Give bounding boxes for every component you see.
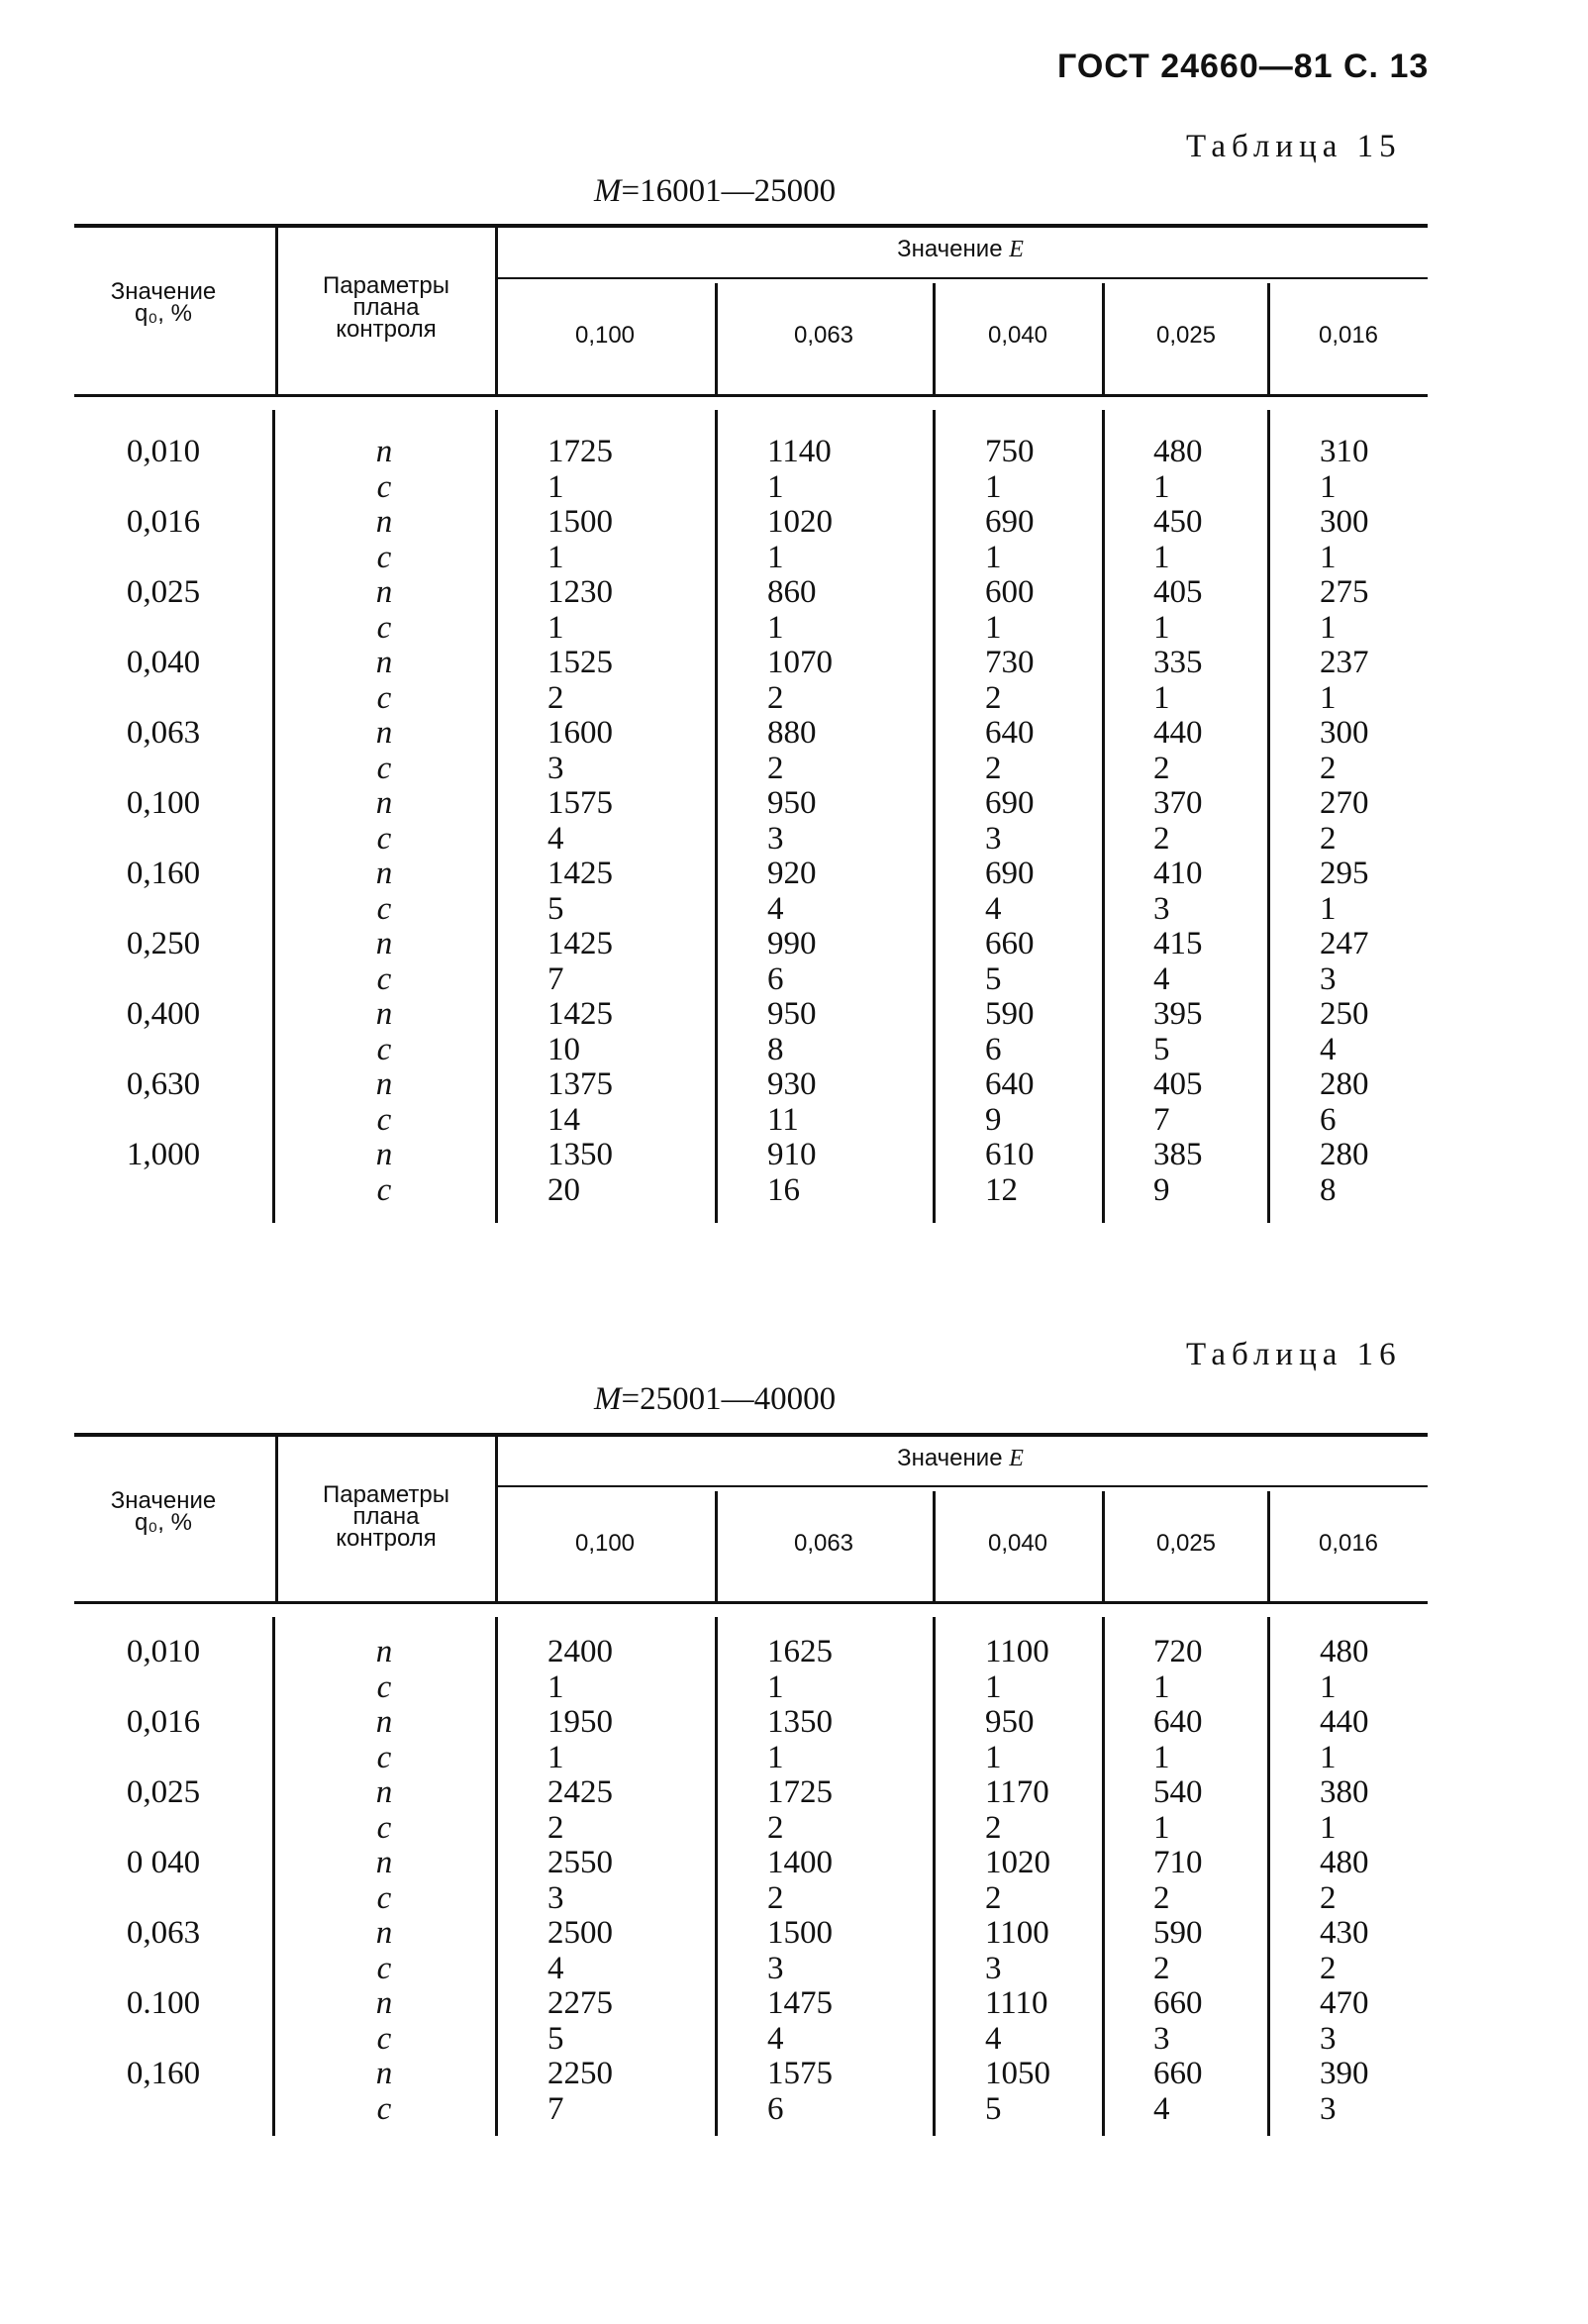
n-value: 310 — [1320, 434, 1369, 469]
c-value: 7 — [547, 961, 564, 997]
c-value: 1 — [985, 540, 1002, 575]
header-q0-line2: q₀, % — [135, 1509, 192, 1536]
c-value: 9 — [985, 1102, 1002, 1138]
n-value: 1350 — [767, 1704, 833, 1740]
n-value: 2400 — [547, 1634, 613, 1669]
q0-value: 0,160 — [126, 2056, 201, 2091]
header-q0-line1: Значение — [110, 278, 217, 305]
c-value: 1 — [1153, 1740, 1170, 1775]
n-value: 295 — [1320, 856, 1369, 891]
param-n: n — [375, 1915, 393, 1951]
c-value: 14 — [547, 1102, 580, 1138]
n-value: 280 — [1320, 1137, 1369, 1172]
param-n: n — [375, 1845, 393, 1880]
n-value: 1110 — [985, 1985, 1048, 2021]
column-divider — [495, 1617, 498, 2136]
c-value: 4 — [767, 891, 784, 927]
c-value: 5 — [1153, 1032, 1170, 1067]
c-value: 1 — [767, 1740, 784, 1775]
c-value: 11 — [767, 1102, 799, 1138]
c-value: 4 — [767, 2021, 784, 2057]
q0-value: 0,016 — [126, 1704, 201, 1740]
c-value: 7 — [1153, 1102, 1170, 1138]
n-value: 1170 — [985, 1774, 1049, 1810]
header-params-line2: плана — [352, 1503, 420, 1530]
column-divider — [272, 1617, 275, 2136]
header-e-group-label: Значение E — [897, 236, 1024, 262]
param-n: n — [375, 1066, 393, 1102]
n-value: 275 — [1320, 574, 1369, 610]
c-value: 4 — [1153, 2091, 1170, 2127]
n-value: 385 — [1153, 1137, 1203, 1172]
param-c: c — [376, 1880, 392, 1916]
c-value: 1 — [767, 540, 784, 575]
n-value: 2425 — [547, 1774, 613, 1810]
q0-value: 0,025 — [126, 1774, 201, 1810]
c-value: 2 — [1153, 751, 1170, 786]
column-divider — [1102, 410, 1105, 1223]
n-value: 1230 — [547, 574, 613, 610]
column-divider — [1102, 1617, 1105, 2136]
n-value: 395 — [1153, 996, 1203, 1032]
header-q0 — [79, 1487, 248, 1536]
n-value: 1020 — [767, 504, 833, 540]
param-c: c — [376, 680, 392, 716]
c-value: 6 — [767, 2091, 784, 2127]
column-divider — [495, 410, 498, 1223]
n-value: 450 — [1153, 504, 1203, 540]
c-value: 1 — [985, 1669, 1002, 1705]
c-value: 2 — [1320, 821, 1337, 857]
c-value: 1 — [547, 540, 564, 575]
n-value: 710 — [1153, 1845, 1203, 1880]
c-value: 6 — [767, 961, 784, 997]
column-divider — [715, 283, 718, 394]
c-value: 1 — [1320, 469, 1337, 505]
n-value: 950 — [985, 1704, 1035, 1740]
c-value: 2 — [1153, 1880, 1170, 1916]
c-value: 1 — [1153, 469, 1170, 505]
n-value: 860 — [767, 574, 817, 610]
n-value: 730 — [985, 645, 1035, 680]
n-value: 600 — [985, 574, 1035, 610]
column-divider — [272, 410, 275, 1223]
param-n: n — [375, 1704, 393, 1740]
c-value: 1 — [767, 1669, 784, 1705]
c-value: 3 — [1320, 961, 1337, 997]
c-value: 1 — [985, 610, 1002, 646]
table-caption: Таблица 16 — [1186, 1337, 1402, 1372]
param-n: n — [375, 926, 393, 961]
c-value: 3 — [1153, 2021, 1170, 2057]
n-value: 1500 — [767, 1915, 833, 1951]
n-value: 640 — [985, 1066, 1035, 1102]
header-params — [287, 1481, 485, 1552]
column-divider — [495, 1433, 498, 1601]
n-value: 1425 — [547, 996, 613, 1032]
param-c: c — [376, 1032, 392, 1067]
c-value: 1 — [547, 1669, 564, 1705]
c-value: 20 — [547, 1172, 580, 1208]
q0-value: 0,250 — [126, 926, 201, 961]
n-value: 720 — [1153, 1634, 1203, 1669]
column-divider — [933, 1617, 936, 2136]
c-value: 2 — [1153, 821, 1170, 857]
c-value: 3 — [767, 821, 784, 857]
n-value: 405 — [1153, 574, 1203, 610]
c-value: 6 — [1320, 1102, 1337, 1138]
header-e-value: 0,016 — [1318, 322, 1379, 349]
param-n: n — [375, 1137, 393, 1172]
range-caption — [594, 173, 836, 210]
n-value: 440 — [1153, 715, 1203, 751]
c-value: 2 — [767, 751, 784, 786]
n-value: 480 — [1320, 1845, 1369, 1880]
c-value: 2 — [985, 751, 1002, 786]
n-value: 2275 — [547, 1985, 613, 2021]
column-divider — [1102, 1491, 1105, 1601]
q0-value: 0 040 — [126, 1845, 201, 1880]
n-value: 440 — [1320, 1704, 1369, 1740]
n-value: 920 — [767, 856, 817, 891]
n-value: 1050 — [985, 2056, 1050, 2091]
c-value: 1 — [547, 469, 564, 505]
c-value: 16 — [767, 1172, 800, 1208]
n-value: 470 — [1320, 1985, 1369, 2021]
c-value: 4 — [547, 1951, 564, 1986]
c-value: 1 — [1320, 1669, 1337, 1705]
c-value: 3 — [1153, 891, 1170, 927]
param-n: n — [375, 1985, 393, 2021]
n-value: 1425 — [547, 926, 613, 961]
group-rule — [495, 1485, 1428, 1487]
param-n: n — [375, 2056, 393, 2091]
n-value: 590 — [1153, 1915, 1203, 1951]
c-value: 1 — [1153, 610, 1170, 646]
c-value: 2 — [985, 680, 1002, 716]
n-value: 280 — [1320, 1066, 1369, 1102]
c-value: 1 — [1153, 680, 1170, 716]
c-value: 2 — [1320, 1880, 1337, 1916]
range-value: =25001—40000 — [621, 1381, 837, 1417]
q0-value: 0,016 — [126, 504, 201, 540]
c-value: 1 — [1153, 1810, 1170, 1846]
n-value: 480 — [1320, 1634, 1369, 1669]
header-e-value: 0,040 — [987, 1530, 1048, 1557]
c-value: 2 — [547, 680, 564, 716]
c-value: 4 — [985, 891, 1002, 927]
range-label: M — [594, 173, 622, 209]
param-n: n — [375, 574, 393, 610]
group-rule — [495, 277, 1428, 279]
c-value: 10 — [547, 1032, 580, 1067]
c-value: 3 — [547, 751, 564, 786]
n-value: 300 — [1320, 504, 1369, 540]
c-value: 1 — [547, 610, 564, 646]
c-value: 1 — [1153, 540, 1170, 575]
n-value: 1020 — [985, 1845, 1050, 1880]
param-c: c — [376, 610, 392, 646]
n-value: 590 — [985, 996, 1035, 1032]
column-divider — [275, 224, 278, 394]
n-value: 950 — [767, 996, 817, 1032]
param-c: c — [376, 1172, 392, 1208]
column-divider — [715, 1617, 718, 2136]
c-value: 3 — [547, 1880, 564, 1916]
param-c: c — [376, 1102, 392, 1138]
c-value: 2 — [985, 1810, 1002, 1846]
table-caption: Таблица 15 — [1186, 129, 1402, 164]
header-params-line3: контроля — [336, 1525, 437, 1552]
c-value: 2 — [767, 1810, 784, 1846]
q0-value: 0,400 — [126, 996, 201, 1032]
n-value: 410 — [1153, 856, 1203, 891]
q0-value: 0,630 — [126, 1066, 201, 1102]
n-value: 690 — [985, 856, 1035, 891]
n-value: 380 — [1320, 1774, 1369, 1810]
c-value: 1 — [1320, 891, 1337, 927]
c-value: 1 — [767, 469, 784, 505]
n-value: 660 — [1153, 2056, 1203, 2091]
n-value: 1725 — [547, 434, 613, 469]
n-value: 1475 — [767, 1985, 833, 2021]
n-value: 1600 — [547, 715, 613, 751]
header-q0-line1: Значение — [110, 1487, 217, 1514]
n-value: 335 — [1153, 645, 1203, 680]
param-n: n — [375, 856, 393, 891]
c-value: 9 — [1153, 1172, 1170, 1208]
header-e-group — [515, 236, 1406, 262]
param-n: n — [375, 645, 393, 680]
n-value: 1100 — [985, 1634, 1049, 1669]
header-e-group-label: Значение E — [897, 1445, 1024, 1471]
n-value: 2550 — [547, 1845, 613, 1880]
range-label: M — [594, 1381, 622, 1417]
c-value: 3 — [1320, 2091, 1337, 2127]
c-value: 3 — [1320, 2021, 1337, 2057]
param-c: c — [376, 2021, 392, 2057]
c-value: 3 — [767, 1951, 784, 1986]
param-n: n — [375, 434, 393, 469]
c-value: 1 — [1320, 610, 1337, 646]
param-c: c — [376, 2091, 392, 2127]
page-header: ГОСТ 24660—81 С. 13 — [1057, 48, 1430, 85]
param-n: n — [375, 504, 393, 540]
header-e-value: 0,063 — [793, 1530, 854, 1557]
column-divider — [715, 410, 718, 1223]
c-value: 1 — [1320, 1810, 1337, 1846]
n-value: 237 — [1320, 645, 1369, 680]
n-value: 2500 — [547, 1915, 613, 1951]
header-e-value: 0,040 — [987, 322, 1048, 349]
n-value: 690 — [985, 504, 1035, 540]
header-params-line1: Параметры — [323, 1481, 449, 1508]
n-value: 930 — [767, 1066, 817, 1102]
param-c: c — [376, 1951, 392, 1986]
n-value: 300 — [1320, 715, 1369, 751]
n-value: 1350 — [547, 1137, 613, 1172]
n-value: 910 — [767, 1137, 817, 1172]
header-e-value: 0,025 — [1155, 1530, 1217, 1557]
n-value: 1425 — [547, 856, 613, 891]
n-value: 480 — [1153, 434, 1203, 469]
n-value: 610 — [985, 1137, 1035, 1172]
c-value: 12 — [985, 1172, 1018, 1208]
n-value: 1400 — [767, 1845, 833, 1880]
column-divider — [495, 224, 498, 394]
table-rule — [74, 394, 1428, 397]
column-divider — [1102, 283, 1105, 394]
c-value: 2 — [1320, 1951, 1337, 1986]
n-value: 1950 — [547, 1704, 613, 1740]
n-value: 880 — [767, 715, 817, 751]
c-value: 1 — [1320, 1740, 1337, 1775]
n-value: 1625 — [767, 1634, 833, 1669]
n-value: 950 — [767, 785, 817, 821]
n-value: 250 — [1320, 996, 1369, 1032]
param-n: n — [375, 996, 393, 1032]
q0-value: 0,025 — [126, 574, 201, 610]
column-divider — [1267, 410, 1270, 1223]
n-value: 1140 — [767, 434, 832, 469]
column-divider — [933, 410, 936, 1223]
header-params — [287, 272, 485, 343]
header-e-value: 0,063 — [793, 322, 854, 349]
n-value: 660 — [985, 926, 1035, 961]
q0-value: 0,063 — [126, 1915, 201, 1951]
header-e-group — [515, 1445, 1406, 1471]
column-divider — [1267, 1617, 1270, 2136]
header-e-value: 0,016 — [1318, 1530, 1379, 1557]
n-value: 415 — [1153, 926, 1203, 961]
column-divider — [715, 1491, 718, 1601]
header-e-value: 0,025 — [1155, 322, 1217, 349]
c-value: 3 — [985, 821, 1002, 857]
c-value: 2 — [547, 1810, 564, 1846]
n-value: 640 — [1153, 1704, 1203, 1740]
param-c: c — [376, 751, 392, 786]
q0-value: 0.100 — [126, 1985, 201, 2021]
n-value: 1725 — [767, 1774, 833, 1810]
c-value: 1 — [547, 1740, 564, 1775]
param-n: n — [375, 715, 393, 751]
c-value: 5 — [985, 961, 1002, 997]
c-value: 5 — [547, 2021, 564, 2057]
n-value: 660 — [1153, 1985, 1203, 2021]
range-value: =16001—25000 — [621, 173, 837, 209]
n-value: 1070 — [767, 645, 833, 680]
header-e-value: 0,100 — [574, 1530, 636, 1557]
param-n: n — [375, 1634, 393, 1669]
param-n: n — [375, 1774, 393, 1810]
c-value: 3 — [985, 1951, 1002, 1986]
param-c: c — [376, 821, 392, 857]
c-value: 2 — [1153, 1951, 1170, 1986]
n-value: 390 — [1320, 2056, 1369, 2091]
header-q0 — [79, 278, 248, 327]
c-value: 8 — [767, 1032, 784, 1067]
c-value: 5 — [985, 2091, 1002, 2127]
param-c: c — [376, 469, 392, 505]
q0-value: 0,010 — [126, 1634, 201, 1669]
c-value: 6 — [985, 1032, 1002, 1067]
n-value: 540 — [1153, 1774, 1203, 1810]
param-c: c — [376, 1669, 392, 1705]
column-divider — [933, 283, 936, 394]
q0-value: 0,063 — [126, 715, 201, 751]
c-value: 5 — [547, 891, 564, 927]
c-value: 2 — [767, 1880, 784, 1916]
c-value: 4 — [1320, 1032, 1337, 1067]
n-value: 1100 — [985, 1915, 1049, 1951]
c-value: 4 — [985, 2021, 1002, 2057]
param-c: c — [376, 891, 392, 927]
n-value: 1575 — [547, 785, 613, 821]
n-value: 247 — [1320, 926, 1369, 961]
n-value: 270 — [1320, 785, 1369, 821]
table-rule — [74, 1601, 1428, 1604]
c-value: 1 — [1320, 680, 1337, 716]
c-value: 2 — [985, 1880, 1002, 1916]
c-value: 4 — [1153, 961, 1170, 997]
n-value: 690 — [985, 785, 1035, 821]
c-value: 1 — [985, 1740, 1002, 1775]
q0-value: 0,100 — [126, 785, 201, 821]
header-q0-line2: q₀, % — [135, 300, 192, 327]
c-value: 1 — [1153, 1669, 1170, 1705]
header-params-line1: Параметры — [323, 272, 449, 299]
n-value: 640 — [985, 715, 1035, 751]
q0-value: 0,040 — [126, 645, 201, 680]
c-value: 8 — [1320, 1172, 1337, 1208]
c-value: 1 — [767, 610, 784, 646]
n-value: 405 — [1153, 1066, 1203, 1102]
param-c: c — [376, 1810, 392, 1846]
c-value: 1 — [1320, 540, 1337, 575]
n-value: 370 — [1153, 785, 1203, 821]
c-value: 2 — [1320, 751, 1337, 786]
n-value: 1500 — [547, 504, 613, 540]
n-value: 1525 — [547, 645, 613, 680]
header-params-line3: контроля — [336, 316, 437, 343]
q0-value: 0,010 — [126, 434, 201, 469]
q0-value: 1,000 — [126, 1137, 201, 1172]
c-value: 2 — [767, 680, 784, 716]
c-value: 7 — [547, 2091, 564, 2127]
n-value: 1375 — [547, 1066, 613, 1102]
n-value: 2250 — [547, 2056, 613, 2091]
param-n: n — [375, 785, 393, 821]
column-divider — [933, 1491, 936, 1601]
param-c: c — [376, 961, 392, 997]
param-c: c — [376, 1740, 392, 1775]
q0-value: 0,160 — [126, 856, 201, 891]
n-value: 1575 — [767, 2056, 833, 2091]
c-value: 1 — [985, 469, 1002, 505]
column-divider — [275, 1433, 278, 1601]
c-value: 4 — [547, 821, 564, 857]
n-value: 430 — [1320, 1915, 1369, 1951]
n-value: 750 — [985, 434, 1035, 469]
header-params-line2: плана — [352, 294, 420, 321]
range-caption — [594, 1381, 836, 1418]
header-e-value: 0,100 — [574, 322, 636, 349]
param-c: c — [376, 540, 392, 575]
n-value: 990 — [767, 926, 817, 961]
